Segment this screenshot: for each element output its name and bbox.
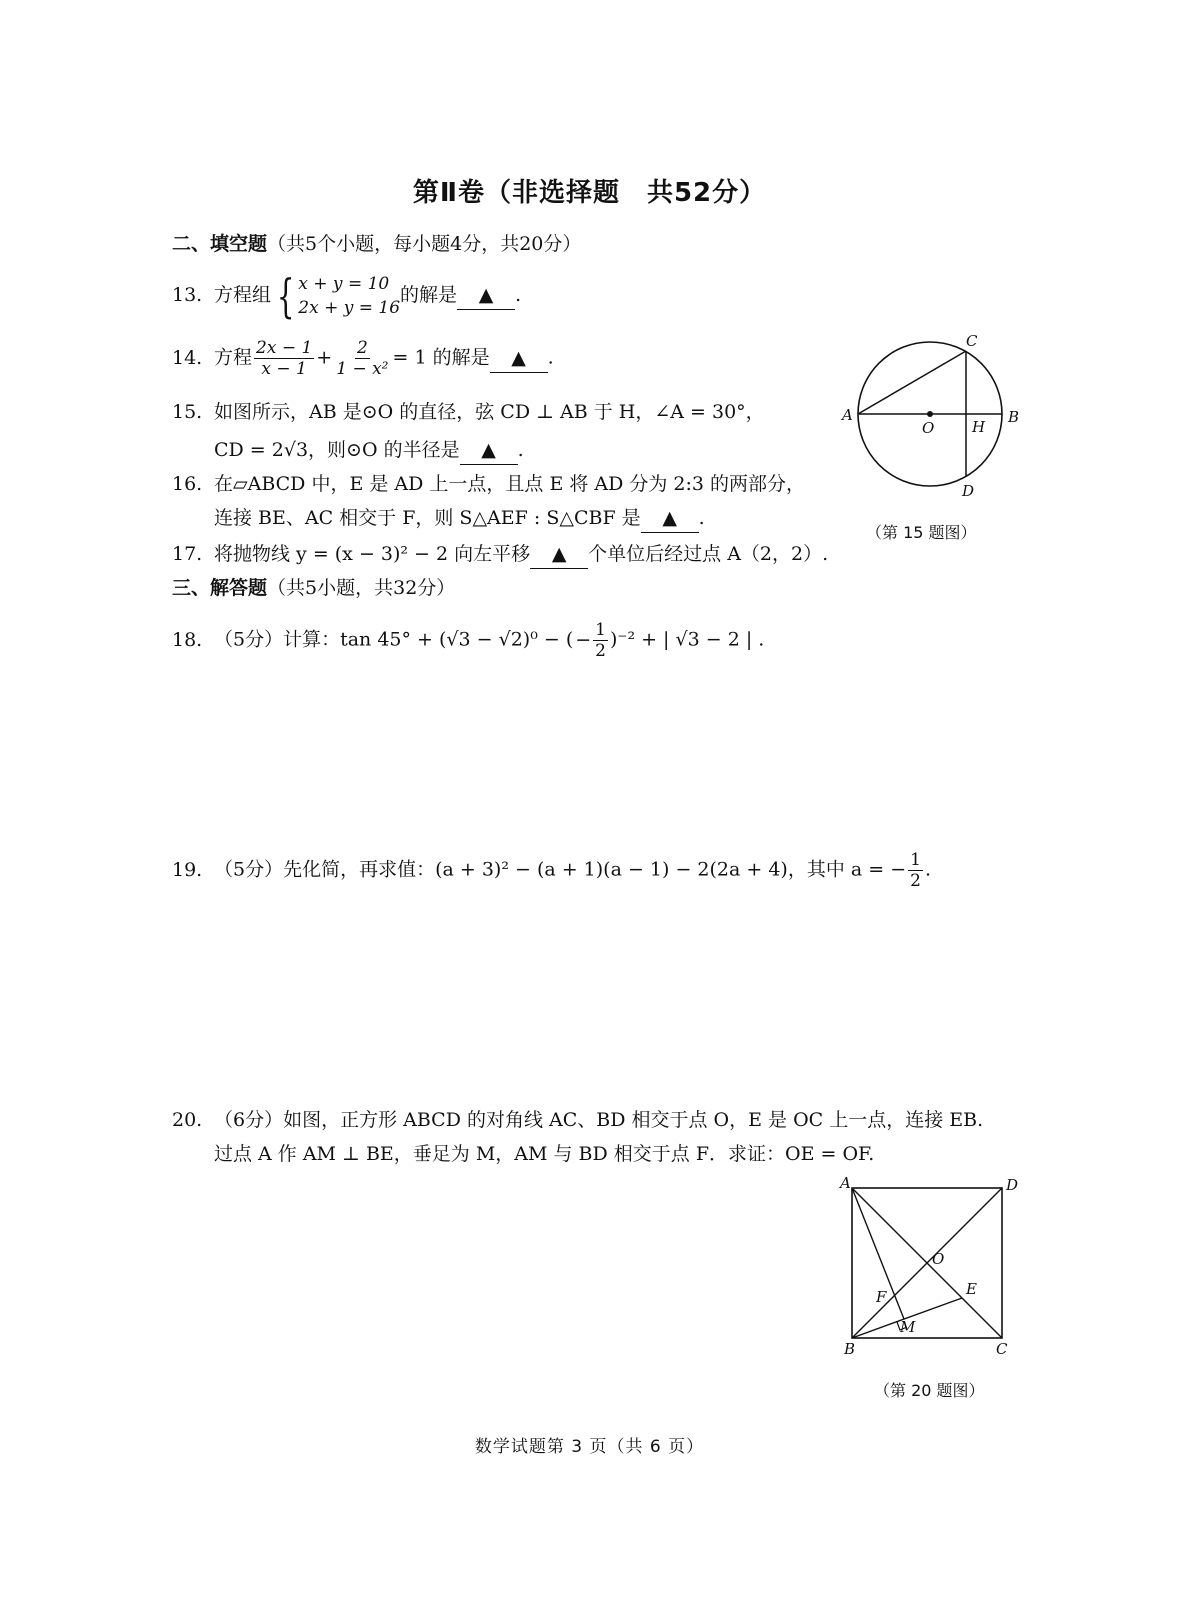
denominator: 1 − x²: [336, 359, 389, 379]
question-text: 个单位后经过点 A（2，2）.: [588, 543, 829, 565]
question-16-line-2: [214, 504, 705, 533]
page-footer: 数学试题第 3 页（共 6 页）: [474, 1437, 705, 1457]
question-text: 方程组: [214, 284, 272, 306]
numerator: 1: [595, 620, 606, 640]
segment-ac: [858, 351, 966, 414]
question-18: 18. （5分）计算：tan 45° + (√3 − √2)⁰ − ( − $\frac{1}{2}$ )⁻² + | √3 − 2 | .: [172, 620, 765, 661]
figure-20-caption: （第 20 题图）: [874, 1381, 985, 1400]
answer-mark-icon: ▲: [481, 439, 496, 461]
question-text: = 1 的解是: [392, 346, 490, 369]
question-text: CD = 2√3，则⊙O 的半径是: [214, 439, 460, 461]
question-number: 14.: [172, 346, 203, 369]
question-14: [172, 338, 554, 379]
label-c: C: [996, 1340, 1008, 1358]
question-15: [172, 398, 765, 426]
question-number: 20.: [172, 1109, 203, 1131]
question-number: 15.: [172, 401, 203, 423]
section-3-note: （共5小题，共32分）: [267, 577, 456, 599]
question-20-line-2: [214, 1140, 874, 1168]
equation-2: 2x + y = 16: [298, 298, 401, 318]
section-3-title: 三、解答题: [172, 577, 268, 599]
question-text: （5分）计算：tan 45° + (√3 − √2)⁰ − (: [214, 628, 574, 651]
label-b: B: [1008, 408, 1020, 426]
section-2-title: 二、填空题: [172, 233, 268, 255]
section-2-heading: [172, 230, 581, 258]
punct: .: [924, 858, 932, 881]
answer-mark-icon: ▲: [551, 543, 567, 565]
fraction-half: [908, 850, 923, 891]
question-16: [172, 470, 805, 498]
label-e: E: [966, 1280, 977, 1298]
question-text: （5分）先化简，再求值：(a + 3)² − (a + 1)(a − 1) − 2(2a + 4)，其中 a = −: [214, 858, 907, 881]
answer-mark-icon: ▲: [662, 507, 677, 529]
question-text: 的解是: [400, 284, 458, 306]
label-f: F: [876, 1288, 887, 1306]
denominator: 2: [910, 871, 921, 891]
question-number: 13.: [172, 284, 203, 306]
label-o: O: [932, 1250, 945, 1268]
denominator: x − 1: [261, 359, 307, 379]
figure-15-caption: （第 15 题图）: [866, 523, 977, 542]
question-text: 如图所示，AB 是⊙O 的直径，弦 CD ⊥ AB 于 H，∠A = 30°，: [214, 401, 765, 423]
question-text: 连接 BE、AC 相交于 F，则 S△AEF : S△CBF 是: [214, 507, 641, 529]
equation-system: { x + y = 10 2x + y = 16: [276, 269, 401, 323]
label-d: D: [1006, 1176, 1019, 1194]
fraction-1: [254, 338, 314, 379]
figure-15-circle-diagram: [830, 328, 1030, 508]
section-2-note: （共5个小题，每小题4分，共20分）: [267, 233, 582, 255]
question-text: 方程: [214, 346, 253, 369]
answer-blank: [530, 540, 588, 569]
answer-blank: [641, 504, 699, 533]
label-b: B: [844, 1340, 856, 1358]
question-19: [172, 850, 931, 891]
label-c: C: [966, 332, 978, 350]
page-title: 第Ⅱ卷（非选择题 共52分）: [412, 178, 767, 208]
answer-mark-icon: ▲: [511, 346, 526, 369]
numerator: 2: [356, 338, 368, 358]
question-text: )⁻² + | √3 − 2 | .: [610, 628, 765, 651]
label-d: D: [962, 482, 975, 500]
question-number: 16.: [172, 473, 203, 495]
punct: .: [515, 284, 522, 306]
question-13: [172, 269, 522, 323]
question-15-line-2: [214, 436, 524, 465]
label-m: M: [900, 1318, 916, 1336]
punct: .: [698, 507, 705, 529]
fraction-2: [334, 338, 390, 379]
answer-mark-icon: ▲: [478, 284, 494, 306]
question-number: 17.: [172, 543, 203, 565]
plus-sign: +: [316, 346, 333, 369]
answer-blank: [490, 344, 548, 373]
denominator: 2: [595, 641, 606, 661]
section-3-heading: [172, 574, 455, 602]
numerator: 2x − 1: [256, 338, 313, 358]
punct: .: [517, 439, 524, 461]
label-a: A: [842, 406, 853, 424]
fraction-half: [593, 620, 608, 661]
label-o: O: [922, 419, 935, 437]
answer-blank: [457, 281, 515, 310]
label-h: H: [972, 418, 986, 436]
label-a: A: [840, 1174, 851, 1192]
equation-1: x + y = 10: [298, 274, 390, 294]
question-text: （6分）如图，正方形 ABCD 的对角线 AC、BD 相交于点 O，E 是 OC 上一点，连接 EB.: [214, 1109, 984, 1131]
question-20: [172, 1106, 983, 1134]
question-text: 过点 A 作 AM ⊥ BE，垂足为 M，AM 与 BD 相交于点 F．求证：OE = OF.: [214, 1143, 875, 1165]
question-number: 18.: [172, 628, 203, 651]
center-point: [927, 411, 933, 417]
answer-blank: [460, 436, 518, 465]
question-text: 在▱ABCD 中，E 是 AD 上一点，且点 E 将 AD 分为 2:3 的两部分，: [214, 473, 806, 495]
question-number: 19.: [172, 858, 203, 881]
punct: .: [547, 346, 554, 369]
numerator: 1: [910, 850, 921, 870]
question-text: 将抛物线 y = (x − 3)² − 2 向左平移: [214, 543, 531, 565]
question-17: [172, 540, 828, 569]
figure-20-square-diagram: [834, 1172, 1024, 1362]
